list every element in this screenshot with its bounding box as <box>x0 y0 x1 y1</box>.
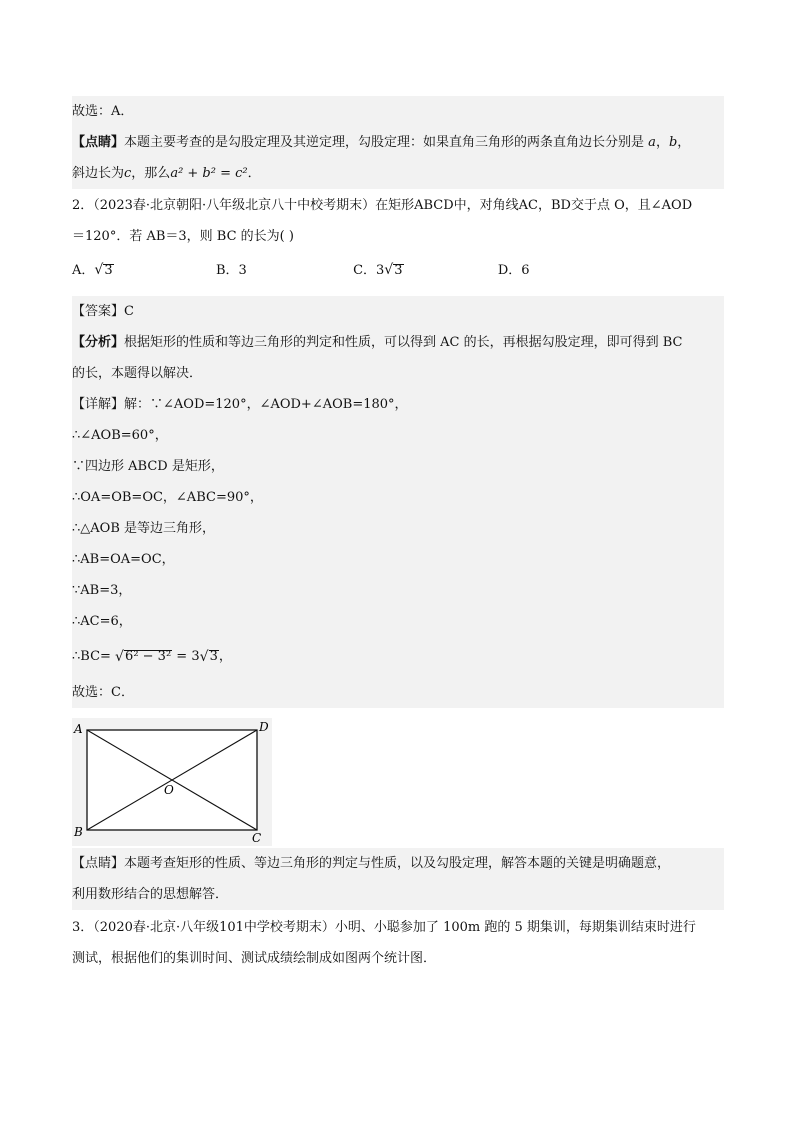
prev-choice-line: 故选：A． <box>72 104 134 119</box>
question-2-line-2: ＝120°．若 AB＝3，则 BC 的长为( ) <box>72 229 294 244</box>
detail-line-9: ∴BC= √ 6² − 3² = 3 √ 3， <box>72 637 724 677</box>
question-2 <box>72 190 724 286</box>
vertex-label-a: A <box>74 722 83 736</box>
question-3-line-1: 3．（2020春·北京·八年级101中学校考期末）小明、小聪参加了 100m 跑的 5 期集训，每期集训结束时进行 <box>72 920 696 935</box>
tip-block <box>72 848 724 910</box>
detail-line-2: ∴∠AOB=60°， <box>72 428 168 443</box>
vertex-label-c: C <box>252 831 262 845</box>
detail-line-4: ∴OA=OB=OC，∠ABC=90°， <box>72 490 263 505</box>
sqrt-symbol: √ 3 <box>199 649 218 665</box>
question-3-line-2: 测试，根据他们的集训时间、测试成绩绘制成如图两个统计图． <box>72 951 437 966</box>
analysis-line-1: 【分析】根据矩形的性质和等边三角形的判定和性质，可以得到 AC 的长，再根据勾股定理，即可得到 BC <box>72 335 683 350</box>
detail-line-1: 【详解】解：∵∠AOD=120°，∠AOD+∠AOB=180°， <box>72 397 408 412</box>
solution-block <box>72 296 724 708</box>
detail-line-7: ∵AB=3， <box>72 583 132 598</box>
option-b[interactable]: B．3 <box>215 263 247 278</box>
analysis-line-2: 的长，本题得以解决． <box>72 366 203 381</box>
rectangle-figure <box>72 718 272 846</box>
sqrt-symbol: √ 3 <box>94 262 113 278</box>
detail-line-10: 故选：C． <box>72 685 134 700</box>
question-2-options <box>72 255 724 286</box>
option-c[interactable]: C．3 √ 3 <box>353 263 404 278</box>
prev-answer-block <box>72 96 724 189</box>
option-d[interactable]: D．6 <box>497 263 530 278</box>
vertex-label-b: B <box>74 825 83 839</box>
tip-line-2: 利用数形结合的思想解答． <box>72 887 229 902</box>
sqrt-symbol: √ 6² − 3² <box>115 649 172 665</box>
rectangle-diagram <box>72 718 272 846</box>
prev-tip-line-2: 斜边长为c，那么a² + b² = c²． <box>72 166 261 181</box>
detail-line-6: ∴AB=OA=OC， <box>72 552 175 567</box>
vertex-label-d: D <box>259 720 269 734</box>
answer-line: 【答案】C <box>72 304 134 319</box>
pythagoras-formula: a² + b² = c² <box>170 166 248 181</box>
detail-line-5: ∴△AOB 是等边三角形， <box>72 521 216 536</box>
prev-tip-line-1: 【点睛】本题主要考查的是勾股定理及其逆定理，勾股定理：如果直角三角形的两条直角边长分别是 a，b， <box>72 135 691 150</box>
question-3 <box>72 912 724 974</box>
sqrt-symbol: √ 3 <box>384 262 403 278</box>
tip-line-1: 【点睛】本题考查矩形的性质、等边三角形的判定与性质，以及勾股定理，解答本题的关键是明确题意， <box>72 856 671 871</box>
detail-line-8: ∴AC=6， <box>72 614 132 629</box>
option-a[interactable]: A． √ 3 <box>72 263 114 278</box>
detail-line-3: ∵四边形 ABCD 是矩形， <box>72 459 224 474</box>
question-2-line-1: 2．（2023春·北京朝阳·八年级北京八十中校考期末）在矩形ABCD中，对角线AC，BD交于点 O，且∠AOD <box>72 198 693 213</box>
center-label-o: O <box>164 783 174 797</box>
